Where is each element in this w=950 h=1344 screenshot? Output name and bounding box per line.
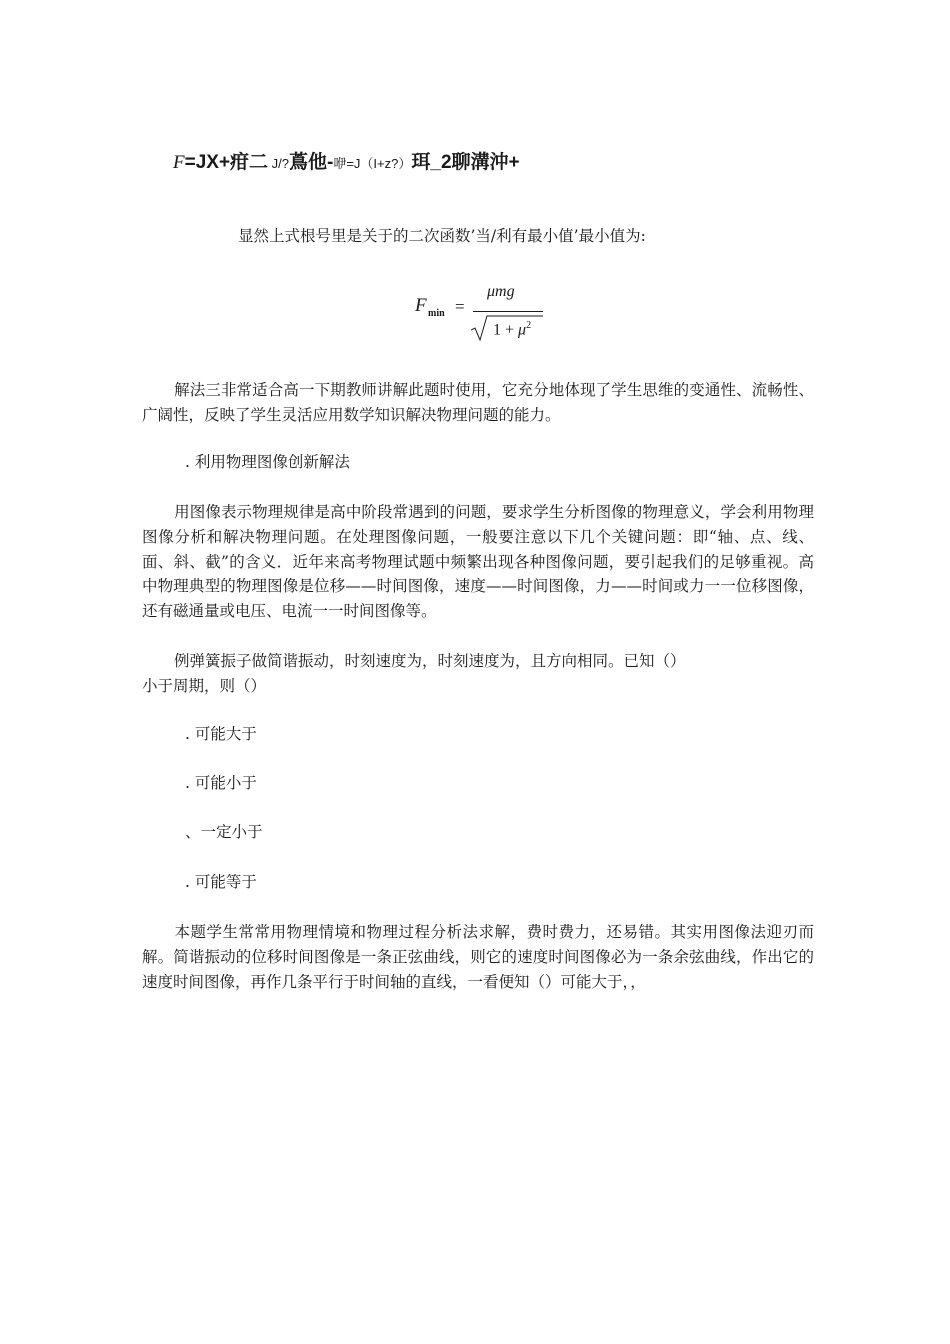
paragraph-method-three	[142, 378, 814, 428]
min-value-sentence: 显然上式根号里是关于的二次函数’当/利有最小值’最小值为:	[238, 227, 646, 245]
garbled-part-6: 聊溝沖+	[451, 152, 520, 173]
denominator-mu: μ	[518, 321, 527, 339]
garbled-part-1: =JX+疳二	[184, 152, 269, 173]
example-line-2: 小于周期，则（）	[142, 677, 267, 695]
paragraph-method-three-text: 解法三非常适合高一下期教师讲解此题时使用，它充分地体现了学生思维的变通性、流畅性、广阔性，反映了学生灵活应用数学知识解决物理问题的能力。	[142, 381, 814, 424]
denominator-exponent: 2	[526, 320, 532, 331]
paragraph-solution	[142, 920, 814, 994]
fraction-bar	[473, 311, 543, 312]
option-d: . 可能等于	[185, 873, 257, 891]
option-c: 、一定小于	[185, 823, 263, 841]
denominator-one-plus: 1 +	[493, 321, 519, 339]
formula-lhs-subscript: min	[428, 308, 445, 319]
option-a: . 可能大于	[185, 725, 257, 743]
option-b: . 可能小于	[185, 774, 257, 792]
garbled-formula-line	[173, 147, 520, 174]
section-heading: . 利用物理图像创新解法	[185, 453, 350, 471]
min-force-formula	[415, 283, 545, 343]
garbled-lead: F	[173, 152, 185, 173]
example-line-1: 例弹簧振子做简谐振动，时刻速度为，时刻速度为，且方向相同。已知（）	[174, 652, 686, 670]
formula-numerator: μmg	[487, 283, 515, 300]
garbled-part-5: 珥_2	[411, 152, 452, 173]
paragraph-graph-method	[142, 500, 814, 624]
formula-equals: =	[455, 297, 465, 316]
garbled-part-4: 咿=J（I+z?）	[333, 156, 412, 171]
formula-lhs: F	[415, 295, 427, 316]
garbled-part-2: J/?	[268, 156, 290, 171]
paragraph-graph-method-text: 用图像表示物理规律是高中阶段常遇到的问题，要求学生分析图像的物理意义，学会利用物理图像分析和解决物理问题。在处理图像问题，一般要注意以下几个关键问题：即“轴、点、线、面、斜、截”的含义．近年来高考物理试题中频繁出现各种图像问题，要引起我们的足够重视。高中物理典型的物理图像是位移——时间图像，速度——时间图像，力——时间或力一一位移图像，还有磁通量或电压、电流一一时间图像等。	[142, 503, 814, 621]
garbled-part-3: 蔦他-	[289, 152, 334, 173]
paragraph-solution-text: 本题学生常常用物理情境和物理过程分析法求解，费时费力，还易错。其实用图像法迎刃而解。简谐振动的位移时间图像是一条正弦曲线，则它的速度时间图像必为一条余弦曲线，作出它的速度时间图像，再作几条平行于时间轴的直线，一看便知（）可能大于，，	[142, 923, 814, 991]
formula-denominator	[493, 320, 531, 339]
